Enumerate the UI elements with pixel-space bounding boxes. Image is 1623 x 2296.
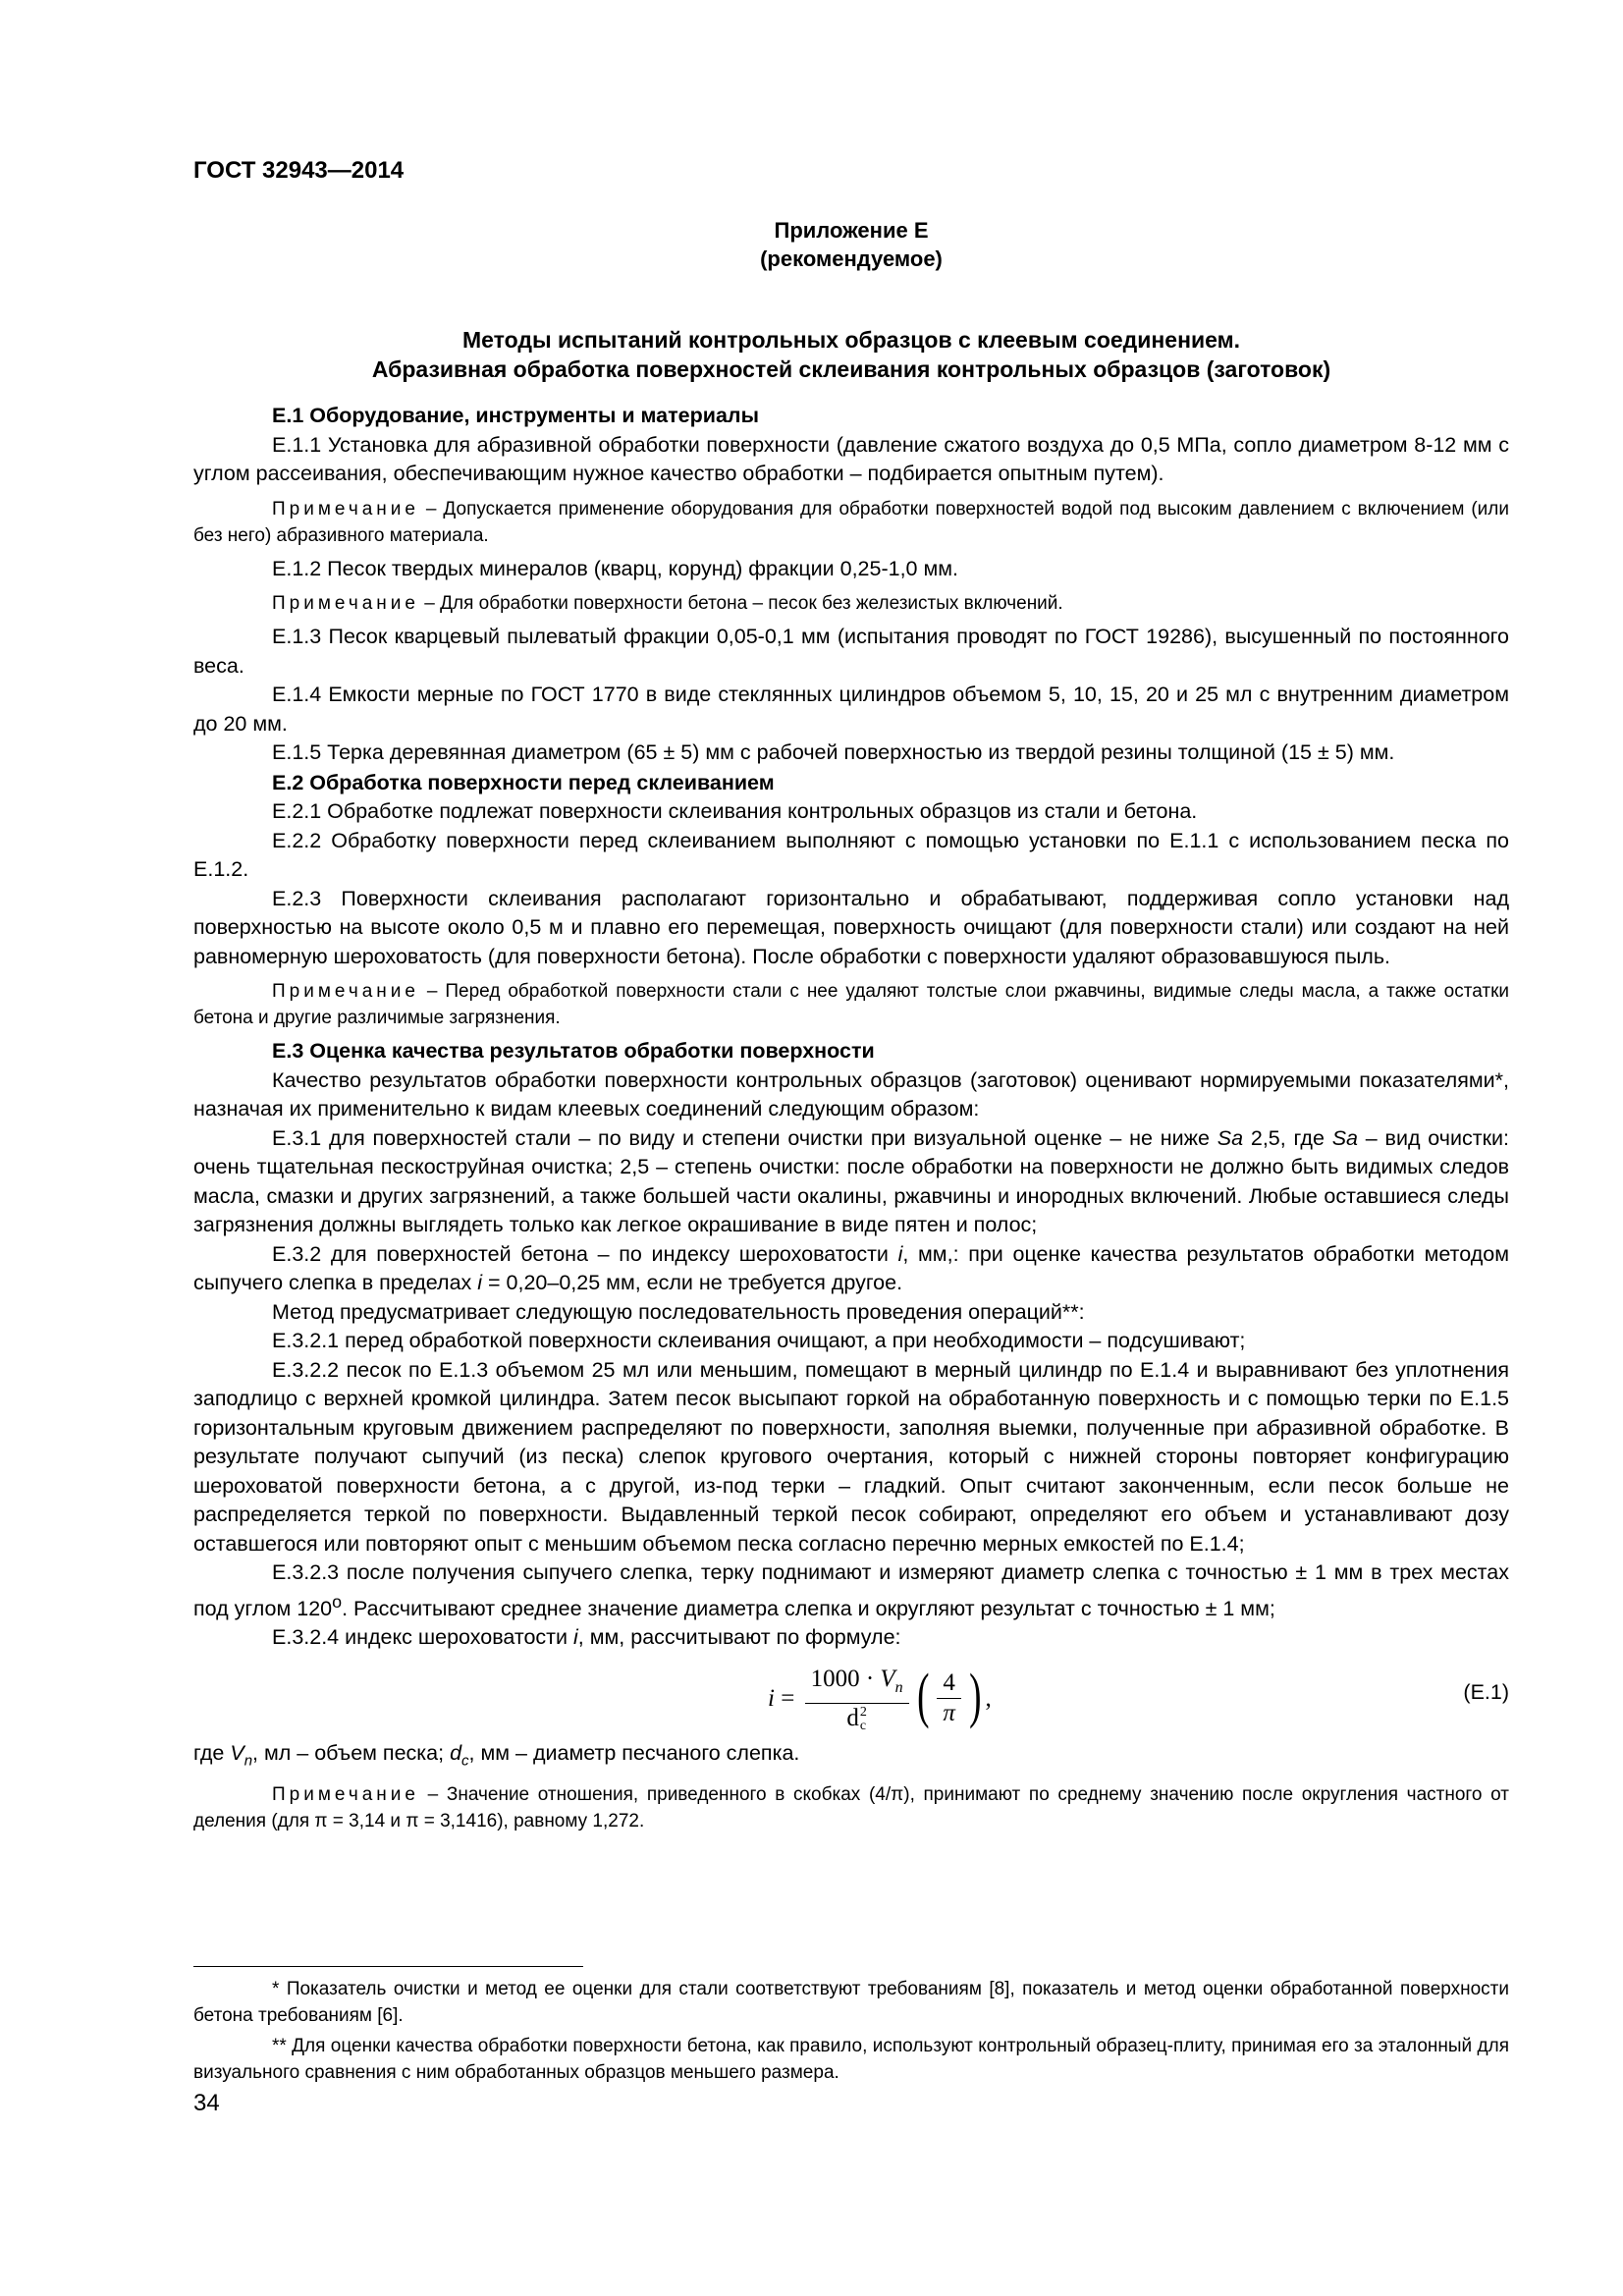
paragraph-e1-4: Е.1.4 Емкости мерные по ГОСТ 1770 в виде стеклянных цилиндров объемом 5, 10, 15, 20 и 25 мл с внутренним диаметром до 20 мм.: [193, 683, 1509, 736]
inner-numerator: 4: [937, 1668, 961, 1699]
formula-e1: [193, 1657, 1509, 1733]
text-run: , мм – диаметр песчаного слепка.: [468, 1740, 800, 1765]
formula-inner-fraction: [937, 1668, 961, 1728]
note-text: – Для обработки поверхности бетона – песок без железистых включений.: [418, 593, 1063, 614]
formula-lhs: i: [768, 1685, 775, 1713]
appendix-status: (рекомендуемое): [760, 246, 943, 271]
appendix-title-line1: Методы испытаний контрольных образцов с клеевым соединением.: [461, 327, 1241, 353]
text-run: , мл – объем песка;: [252, 1740, 451, 1765]
note-label: Примечание: [272, 1784, 419, 1806]
text-run: , мм,: при оценке качества результатов обработки методом сыпучего слепка в пределах: [193, 1241, 1509, 1294]
text-run: где: [193, 1740, 231, 1765]
italic-i: i: [477, 1271, 483, 1294]
degree-sign: o: [332, 1591, 343, 1612]
section-heading-e3: Е.3 Оценка качества результатов обработки поверхности: [272, 1039, 875, 1063]
note-e3: [193, 1781, 1509, 1834]
italic-v: V: [230, 1740, 244, 1765]
inner-denominator: [937, 1699, 961, 1728]
paragraph-e3-2-3: [193, 1558, 1509, 1623]
text-run: . Рассчитывают среднее значение диаметра слепка и округляют результат с точностью ± 1 мм;: [342, 1596, 1275, 1620]
text-run: = 0,20–0,25 мм, если не требуется другое.: [482, 1271, 903, 1294]
numerator-v: V: [880, 1665, 895, 1692]
formula-expression: [768, 1662, 992, 1733]
d-subscript: c: [461, 1751, 469, 1769]
text-run: Е.3.1 для поверхностей стали – по виду и степени очистки при визуальной оценке – не ниже: [272, 1125, 1217, 1150]
text-run: Е.3.2 для поверхностей бетона – по индексу шероховатости: [272, 1241, 898, 1266]
page-number: 34: [193, 2090, 220, 2116]
gost-header: ГОСТ 32943—2014: [193, 157, 405, 184]
footnote-separator: [193, 1966, 583, 1967]
section-heading-e2: Е.2 Обработка поверхности перед склеиванием: [272, 770, 775, 794]
paragraph-e2-3: Е.2.3 Поверхности склеивания располагают горизонтально и обрабатывают, поддерживая сопло установки над поверхностью на высоте около 0,5 м и плавно его перемещая, поверхность очищают (для поверхности стали) или создают на ней равномерную шероховатость (для поверхности бетона). После обработки с поверхности удаляют образовавшуюся пыль.: [193, 886, 1509, 968]
denominator-d: d: [846, 1704, 859, 1731]
paragraph-e3-1: [193, 1124, 1509, 1240]
paragraph-e2-2: Е.2.2 Обработку поверхности перед склеиванием выполняют с помощью установки по Е.1.1 с использованием песка по Е.1.2.: [193, 828, 1509, 881]
text-run: Е.3.2.3 после получения сыпучего слепка, терку поднимают и измеряют диаметр слепка с точностью ± 1 мм в трех местах под углом 120: [193, 1560, 1509, 1620]
formula-number: (Е.1): [1463, 1679, 1509, 1704]
formula-denominator: [840, 1704, 873, 1733]
pi-symbol: π: [943, 1700, 955, 1727]
note-e2: [193, 978, 1509, 1031]
note-text: – Значение отношения, приведенного в скобках (4/π), принимают по среднему значению после округления частного от деления (для π = 3,14 и π = 3,1416), равному 1,272.: [193, 1784, 1509, 1832]
section-heading-e1: Е.1 Оборудование, инструменты и материалы: [272, 404, 759, 427]
footnote-1: * Показатель очистки и метод ее оценки для стали соответствуют требованиям [8], показатель и метод оценки обработанной поверхности бетона требованиям [6].: [193, 1979, 1509, 2026]
note-label: Примечание: [272, 593, 419, 614]
note-text: – Допускается применение оборудования для обработки поверхностей водой под высоким давлением с включением (или без него) абразивного материала.: [193, 498, 1509, 546]
note-label: Примечание: [272, 498, 419, 519]
note-e1-1: [193, 496, 1509, 549]
numerator-v-sub: n: [894, 1678, 903, 1696]
right-paren: ): [968, 1662, 982, 1729]
footnotes: [193, 1976, 1509, 2090]
paragraph-e3-2-4: [193, 1623, 1509, 1653]
formula-comma: ,: [985, 1685, 992, 1713]
italic-d: d: [450, 1740, 462, 1765]
v-subscript: n: [243, 1751, 253, 1769]
footnote-2: ** Для оценки качества обработки поверхности бетона, как правило, используют контрольный образец-плиту, принимая его за эталонный для визуального сравнения с ним обработанных образцов меньшего размера.: [193, 2036, 1509, 2083]
italic-i: i: [897, 1241, 903, 1266]
paragraph-e1-5: Е.1.5 Терка деревянная диаметром (65 ± 5) мм с рабочей поверхностью из твердой резины толщиной (15 ± 5) мм.: [272, 740, 1395, 764]
text-run: Е.3.2.4 индекс шероховатости: [272, 1625, 574, 1650]
formula-equals: =: [774, 1685, 801, 1713]
text-run: 2,5, где: [1243, 1125, 1332, 1150]
formula-main-fraction: [805, 1665, 909, 1733]
left-paren: (: [916, 1662, 930, 1729]
appendix-title-line2: Абразивная обработка поверхностей склеивания контрольных образцов (заготовок): [371, 356, 1331, 382]
denominator-sub: c: [859, 1718, 867, 1733]
paragraph-e1-2: Е.1.2 Песок твердых минералов (кварц, корунд) фракции 0,25-1,0 мм.: [272, 556, 959, 580]
italic-i: i: [573, 1625, 578, 1650]
formula-where: [193, 1739, 1509, 1776]
paragraph-e3-2-2: Е.3.2.2 песок по Е.1.3 объемом 25 мл или меньшим, помещают в мерный цилиндр по Е.1.4 и выравнивают без уплотнения заподлицо с верхней кромкой цилиндра. Затем песок высыпают горкой на обработанную поверхность и с помощью терки по Е.1.5 горизонтальным круговым движением распределяют по поверхности, заполняя выемки, полученные при абразивной обработке. В результате получают сыпучий (из песка) слепок кругового очертания, который с нижней стороны повторяет конфигурацию шероховатой поверхности бетона, а с другой, из-под терки – гладкий. Опыт считают законченным, если песок больше не распределяется теркой по поверхности. Выдавленный теркой песок собирают, определяют его объем и устанавливают дозу оставшегося или повторяют опыт с меньшим объемом песка согласно перечню мерных емкостей по Е.1.4;: [193, 1357, 1509, 1556]
denominator-sup: 2: [859, 1704, 867, 1720]
italic-sa: Sa: [1217, 1125, 1244, 1150]
paragraph-e3-intro: Качество результатов обработки поверхности контрольных образцов (заготовок) оценивают нормируемыми показателями*, назначая их применительно к видам клеевых соединений следующим образом:: [193, 1067, 1509, 1121]
paragraph-e1-1: Е.1.1 Установка для абразивной обработки поверхности (давление сжатого воздуха до 0,5 МПа, сопло диаметром 8-12 мм с углом рассеивания, обеспечивающим нужное качество обработки – подбирается опытным путем).: [193, 432, 1509, 485]
paragraph-e1-3: Е.1.3 Песок кварцевый пылеватый фракции 0,05-0,1 мм (испытания проводят по ГОСТ 19286), высушенный по постоянного веса.: [193, 625, 1509, 678]
note-label: Примечание: [272, 981, 419, 1002]
paragraph-method: Метод предусматривает следующую последовательность проведения операций**:: [272, 1299, 1085, 1324]
note-text: – Перед обработкой поверхности стали с нее удаляют толстые слои ржавчины, видимые следы масла, а также остатки бетона и другие различимые загрязнения.: [193, 981, 1509, 1028]
numerator-const: 1000 ·: [810, 1665, 881, 1692]
paragraph-e2-1: Е.2.1 Обработке подлежат поверхности склеивания контрольных образцов из стали и бетона.: [272, 799, 1198, 823]
appendix-label: Приложение Е: [774, 218, 929, 243]
italic-sa: Sa: [1331, 1125, 1358, 1150]
paragraph-e3-2-1: Е.3.2.1 перед обработкой поверхности склеивания очищают, а при необходимости – подсушивают;: [272, 1329, 1246, 1352]
paragraph-e3-2: [193, 1240, 1509, 1298]
formula-numerator: [805, 1665, 909, 1704]
note-e1-2: [193, 590, 1509, 617]
denominator-scripts: [860, 1706, 867, 1733]
text-run: – вид очистки: очень тщательная пескоструйная очистка; 2,5 – степень очистки: после обработки на поверхности не должно быть видимых следов масла, смазки и других загрязнений, а также большей части окалины, ржавчины и инородных включений. Любые оставшиеся следы загрязнения должны выглядеть только как легкое окрашивание в виде пятен и полос;: [193, 1125, 1509, 1236]
text-run: , мм, рассчитывают по формуле:: [577, 1625, 901, 1650]
document-body: [193, 401, 1509, 1840]
